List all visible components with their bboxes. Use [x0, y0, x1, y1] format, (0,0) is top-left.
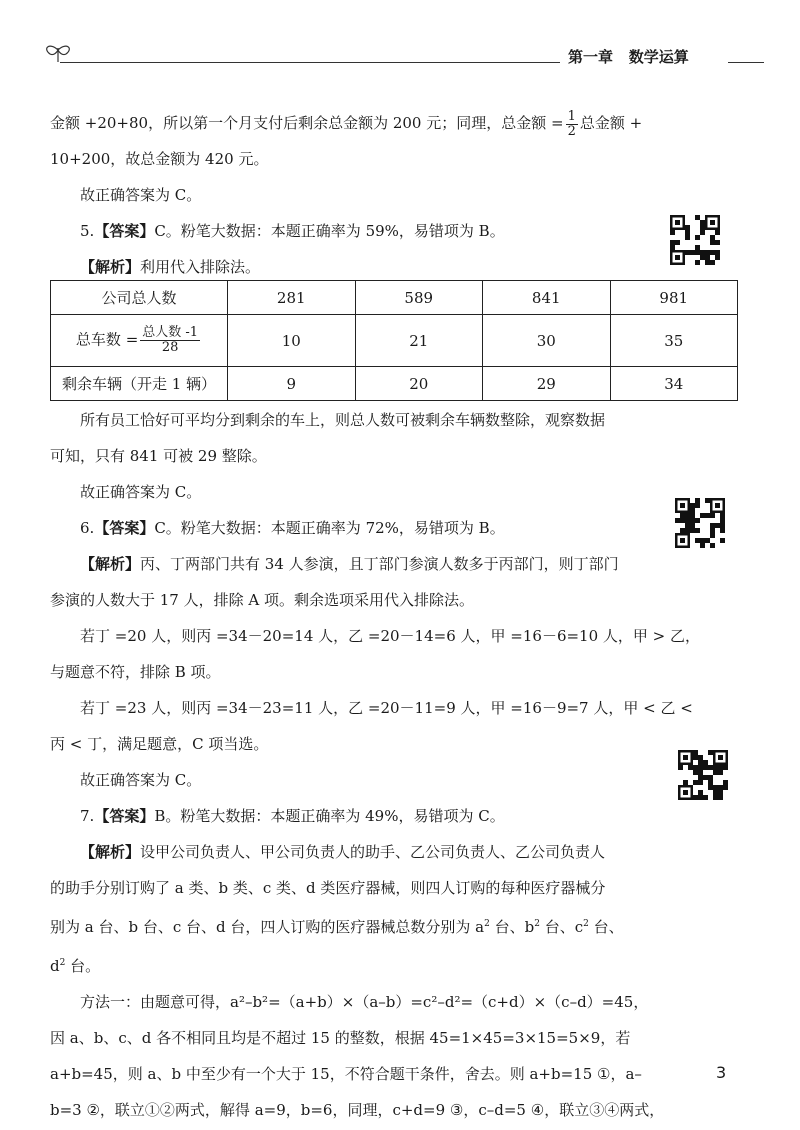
q7-explanation: 【解析】设甲公司负责人、甲公司负责人的助手、乙公司负责人、乙公司负责人: [80, 843, 606, 861]
text-line: 方法一：由题意可得，a²–b²=（a+b）×（a–b）=c²–d²=（c+d）×（c–d）=45，: [80, 993, 649, 1011]
table-row: [51, 281, 738, 315]
table-cell: 35: [610, 315, 738, 367]
text-line: 金额 +20+80，所以第一个月支付后剩余总金额为 200 元；同理，总金额 = $\frac{1}{2}$ 总金额 +: [50, 108, 643, 139]
text-line: 若丁 =20 人，则丙 =34－20=14 人，乙 =20－14=6 人，甲 =16－6=10 人，甲 > 乙，: [80, 627, 701, 645]
text-line: $d^2$ 台。: [50, 957, 101, 975]
table-cell: 剩余车辆（开走 1 辆）: [51, 367, 228, 401]
table-cell: 29: [483, 367, 611, 401]
substitution-table: [50, 280, 738, 401]
table-cell: 30: [483, 315, 611, 367]
header-rule-tail: [728, 62, 764, 63]
table-cell: 21: [355, 315, 483, 367]
q7-answer-line: 7.【答案】B。粉笔大数据：本题正确率为 49%，易错项为 C。: [80, 807, 505, 825]
table-cell: 20: [355, 367, 483, 401]
text-line: 别为 a 台、b 台、c 台、d 台，四人订购的医疗器械总数分别为 $a^2$ 台、$b^2$ 台、$c^2$ 台、: [50, 918, 624, 936]
table-cell: 841: [483, 281, 611, 315]
sprout-icon: [40, 40, 76, 64]
table-cell: 981: [610, 281, 738, 315]
text-line: 若丁 =23 人，则丙 =34－23=11 人，乙 =20－11=9 人，甲 =16－9=7 人，甲 < 乙 <: [80, 699, 693, 717]
header-rule: [60, 62, 560, 63]
qr-code-icon[interactable]: [675, 498, 725, 548]
answer-conclusion: 故正确答案为 C。: [80, 771, 202, 789]
q6-explanation: 【解析】丙、丁两部门共有 34 人参演，且丁部门参演人数多于丙部门，则丁部门: [80, 555, 619, 573]
qr-code-icon[interactable]: [670, 215, 720, 265]
q5-answer-line: 5.【答案】C。粉笔大数据：本题正确率为 59%，易错项为 B。: [80, 222, 505, 240]
fraction: $\frac{1}{2}$: [567, 108, 576, 139]
text-line: 因 a、b、c、d 各不相同且均是不超过 15 的整数，根据 45=1×45=3×15=5×9，若: [50, 1029, 631, 1047]
table-row: [51, 315, 738, 367]
table-cell: 34: [610, 367, 738, 401]
table-cell: 10: [228, 315, 356, 367]
fraction: $\frac{\text{总人数 -1}}{28}$: [142, 325, 199, 355]
answer-conclusion: 故正确答案为 C。: [80, 483, 202, 501]
q6-answer-line: 6.【答案】C。粉笔大数据：本题正确率为 72%，易错项为 B。: [80, 519, 505, 537]
chapter-heading: 第一章 数学运算: [568, 48, 689, 66]
table-cell: 总车数 = $\frac{\text{总人数 -1}}{28}$: [51, 315, 228, 367]
text-line: 的助手分别订购了 a 类、b 类、c 类、d 类医疗器械，则四人订购的每种医疗器械分: [50, 879, 606, 897]
answer-body-bottom: [50, 402, 701, 1128]
table-row: [51, 367, 738, 401]
table-cell: 281: [228, 281, 356, 315]
qr-code-icon[interactable]: [678, 750, 728, 800]
text-line: 丙 < 丁，满足题意，C 项当选。: [50, 735, 269, 753]
text-line: 与题意不符，排除 B 项。: [50, 663, 221, 681]
q5-explanation: 【解析】利用代入排除法。: [80, 258, 261, 276]
text-line: 10+200，故总金额为 420 元。: [50, 150, 269, 168]
text-line: 可知，只有 841 可被 29 整除。: [50, 447, 267, 465]
text-line: 所有员工恰好可平均分到剩余的车上，则总人数可被剩余车辆数整除，观察数据: [80, 411, 606, 429]
answer-body-top: [50, 105, 650, 285]
text-line: 参演的人数大于 17 人，排除 A 项。剩余选项采用代入排除法。: [50, 591, 474, 609]
answer-conclusion: 故正确答案为 C。: [80, 186, 202, 204]
table-cell: 9: [228, 367, 356, 401]
table-cell: 公司总人数: [51, 281, 228, 315]
text-line: b=3 ②，联立①②两式，解得 a=9，b=6，同理，c+d=9 ③，c–d=5 ④，联立③④两式，: [50, 1101, 665, 1119]
page-number: 3: [716, 1063, 727, 1082]
table-cell: 589: [355, 281, 483, 315]
text-line: a+b=45，则 a、b 中至少有一个大于 15，不符合题干条件，舍去。则 a+b=15 ①，a–: [50, 1065, 642, 1083]
